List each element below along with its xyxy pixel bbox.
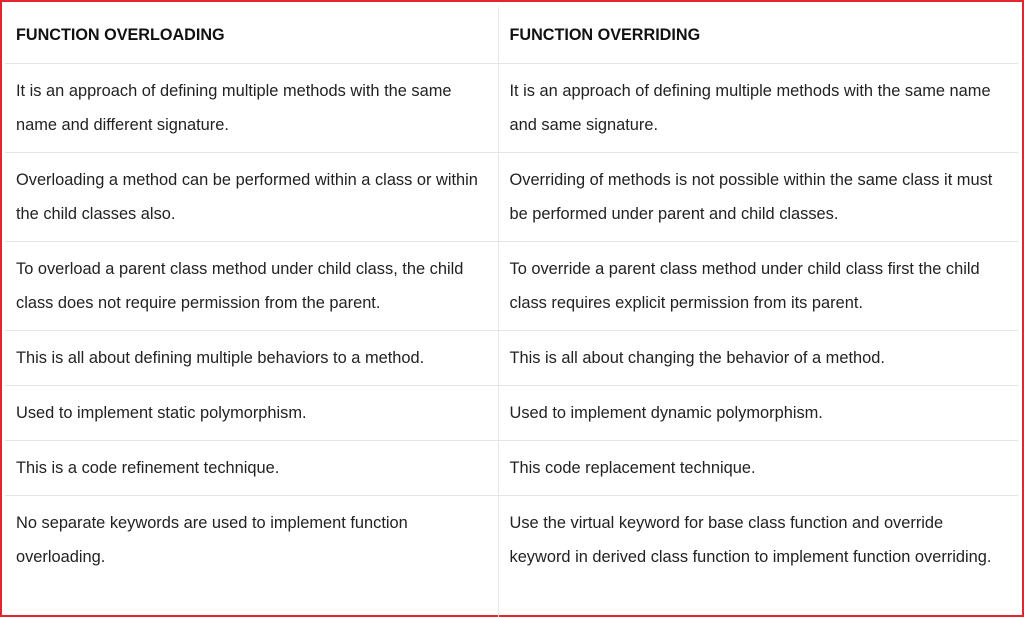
table-row [5, 441, 1018, 496]
overriding-cell: Use the virtual keyword for base class function and override keyword in derived class function to implement function overriding. [498, 496, 1018, 618]
overriding-cell: To override a parent class method under child class first the child class requires explicit permission from its parent. [498, 242, 1018, 331]
overriding-cell: This code replacement technique. [498, 441, 1018, 496]
overriding-cell: Used to implement dynamic polymorphism. [498, 386, 1018, 441]
overloading-cell: No separate keywords are used to implement function overloading. [5, 496, 498, 618]
table-row [5, 153, 1018, 242]
table-header-row [5, 7, 1018, 64]
overloading-cell: It is an approach of defining multiple methods with the same name and different signature. [5, 64, 498, 153]
comparison-table [5, 7, 1018, 618]
table-row [5, 242, 1018, 331]
table-row [5, 496, 1018, 618]
overloading-cell: This is all about defining multiple behaviors to a method. [5, 331, 498, 386]
overloading-cell: This is a code refinement technique. [5, 441, 498, 496]
overriding-cell: It is an approach of defining multiple methods with the same name and same signature. [498, 64, 1018, 153]
overloading-cell: Overloading a method can be performed within a class or within the child classes also. [5, 153, 498, 242]
table-row [5, 386, 1018, 441]
overriding-cell: This is all about changing the behavior of a method. [498, 331, 1018, 386]
overriding-cell: Overriding of methods is not possible within the same class it must be performed under parent and child classes. [498, 153, 1018, 242]
overloading-cell: Used to implement static polymorphism. [5, 386, 498, 441]
header-function-overloading: FUNCTION OVERLOADING [5, 7, 498, 64]
table-row [5, 64, 1018, 153]
overloading-cell: To overload a parent class method under child class, the child class does not require permission from the parent. [5, 242, 498, 331]
header-function-overriding: FUNCTION OVERRIDING [498, 7, 1018, 64]
table-row [5, 331, 1018, 386]
